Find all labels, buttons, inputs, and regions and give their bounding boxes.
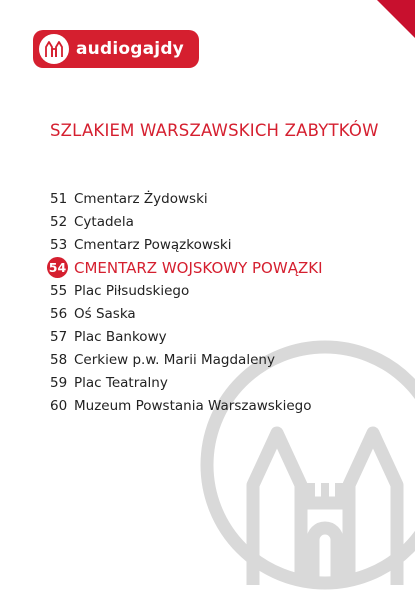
toc-item xyxy=(50,210,323,233)
toc-item xyxy=(50,348,323,371)
toc-number: 59 xyxy=(50,374,68,391)
toc-title: Cerkiew p.w. Marii Magdaleny xyxy=(74,351,275,368)
toc-title: Muzeum Powstania Warszawskiego xyxy=(74,397,312,414)
toc-number: 60 xyxy=(50,397,68,414)
toc-number: 51 xyxy=(50,190,68,207)
toc-number: 55 xyxy=(50,282,68,299)
toc-number: 53 xyxy=(50,236,68,253)
toc-number: 57 xyxy=(50,328,68,345)
toc-item xyxy=(50,279,323,302)
audiogajdy-logo xyxy=(33,30,199,68)
series-title: SZLAKIEM WARSZAWSKICH ZABYTKÓW xyxy=(50,121,379,140)
toc-item xyxy=(50,187,323,210)
toc-item-current xyxy=(50,256,323,279)
castle-emblem-icon xyxy=(39,34,69,64)
toc-item xyxy=(50,302,323,325)
toc-title: Plac Teatralny xyxy=(74,374,168,391)
toc-title: Cmentarz Powązkowski xyxy=(74,236,232,253)
toc-number: 56 xyxy=(50,305,68,322)
toc-item xyxy=(50,371,323,394)
toc-number: 52 xyxy=(50,213,68,230)
toc-title: Cytadela xyxy=(74,213,134,230)
toc-item xyxy=(50,394,323,417)
toc-item xyxy=(50,325,323,348)
toc-number-badge: 54 xyxy=(47,257,68,278)
logo-text: audiogajdy xyxy=(76,39,184,59)
toc-title: Plac Piłsudskiego xyxy=(74,282,190,299)
corner-ribbon xyxy=(377,0,415,38)
table-of-contents xyxy=(50,187,323,417)
toc-title: Plac Bankowy xyxy=(74,328,167,345)
toc-title: Cmentarz Żydowski xyxy=(74,190,208,207)
toc-title: CMENTARZ WOJSKOWY POWĄZKI xyxy=(74,258,323,277)
toc-title: Oś Saska xyxy=(74,305,136,322)
toc-item xyxy=(50,233,323,256)
toc-number: 58 xyxy=(50,351,68,368)
